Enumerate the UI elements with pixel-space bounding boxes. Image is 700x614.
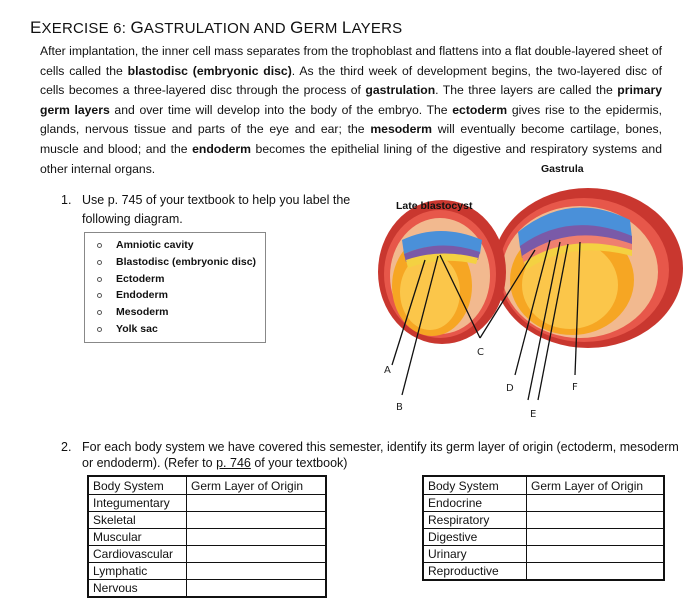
legend-item: Ectoderm — [95, 271, 265, 288]
body-system-cell: Muscular — [88, 529, 187, 546]
germ-layer-answer-cell[interactable] — [527, 563, 665, 581]
body-system-cell: Skeletal — [88, 512, 187, 529]
body-system-cell: Urinary — [423, 546, 527, 563]
table-row — [88, 546, 326, 563]
table-row — [423, 495, 664, 512]
label-letter-d: D — [506, 383, 514, 394]
late-blastocyst-illustration — [378, 200, 506, 344]
column-header: Germ Layer of Origin — [527, 476, 665, 495]
table-row — [88, 512, 326, 529]
germ-layer-answer-cell[interactable] — [187, 563, 327, 580]
column-header: Germ Layer of Origin — [187, 476, 327, 495]
table-row — [88, 580, 326, 598]
intro-paragraph: After implantation, the inner cell mass separates from the trophoblast and flattens into a flat double-layered sheet of cells called the blastodisc (embryonic disc). As the third week of development begins, the two-layered disc of cells becomes a three-layered disc through the process of gastrulation. The three layers are called the primary germ layers and over time will develop into the body of the embryo. The ectoderm gives rise to the epidermis, glands, nervous tissue and parts of the eye and ear; the mesoderm will eventually become cartilage, bones, muscle and blood; and the endoderm becomes the epithelial lining of the digestive and respiratory systems and other internal organs. — [40, 44, 663, 176]
germ-layer-answer-cell[interactable] — [187, 546, 327, 563]
body-system-cell: Integumentary — [88, 495, 187, 512]
table-row — [88, 529, 326, 546]
germ-layer-answer-cell[interactable] — [527, 512, 665, 529]
body-system-cell: Nervous — [88, 580, 187, 598]
column-header: Body System — [88, 476, 187, 495]
legend-item: Blastodisc (embryonic disc) — [95, 254, 265, 271]
table-row — [423, 563, 664, 581]
germ-layer-answer-cell[interactable] — [187, 580, 327, 598]
table-row — [88, 563, 326, 580]
germ-layer-answer-cell[interactable] — [527, 495, 665, 512]
label-letter-a: A — [384, 365, 391, 376]
label-letter-b: B — [396, 402, 403, 413]
body-system-cell: Respiratory — [423, 512, 527, 529]
germ-layer-table-right — [422, 475, 665, 581]
body-system-cell: Digestive — [423, 529, 527, 546]
germ-layer-table-left — [87, 475, 327, 598]
gastrula-label: Gastrula — [541, 163, 584, 175]
question-2: 2. For each body system we have covered this semester, identify its germ layer of origin (ectoderm, mesoderm or endoderm). (Refer to p. 746 of your textbook) — [61, 440, 679, 470]
germ-layer-answer-cell[interactable] — [527, 546, 665, 563]
legend-item: Yolk sac — [95, 321, 265, 338]
label-letter-c: C — [477, 347, 484, 358]
body-system-cell: Lymphatic — [88, 563, 187, 580]
gastrula-illustration — [493, 188, 683, 348]
germ-layer-answer-cell[interactable] — [187, 529, 327, 546]
germ-layer-answer-cell[interactable] — [187, 495, 327, 512]
body-system-cell: Endocrine — [423, 495, 527, 512]
legend-item: Endoderm — [95, 287, 265, 304]
table-row — [423, 546, 664, 563]
label-letter-f: F — [572, 382, 578, 393]
label-word-bank — [84, 232, 266, 343]
table-row — [423, 529, 664, 546]
column-header: Body System — [423, 476, 527, 495]
germ-layer-answer-cell[interactable] — [527, 529, 665, 546]
table-row — [423, 512, 664, 529]
late-blastocyst-label: Late blastocyst — [396, 200, 473, 212]
table-row — [88, 495, 326, 512]
body-system-cell: Cardiovascular — [88, 546, 187, 563]
legend-item: Mesoderm — [95, 304, 265, 321]
legend-item: Amniotic cavity — [95, 237, 265, 254]
question-1: 1. Use p. 745 of your textbook to help you label the following diagram. — [61, 193, 351, 226]
body-system-cell: Reproductive — [423, 563, 527, 581]
exercise-title: EXERCISE 6: GASTRULATION AND GERM LAYERS — [30, 18, 403, 37]
germ-layer-answer-cell[interactable] — [187, 512, 327, 529]
label-letter-e: E — [530, 409, 537, 420]
